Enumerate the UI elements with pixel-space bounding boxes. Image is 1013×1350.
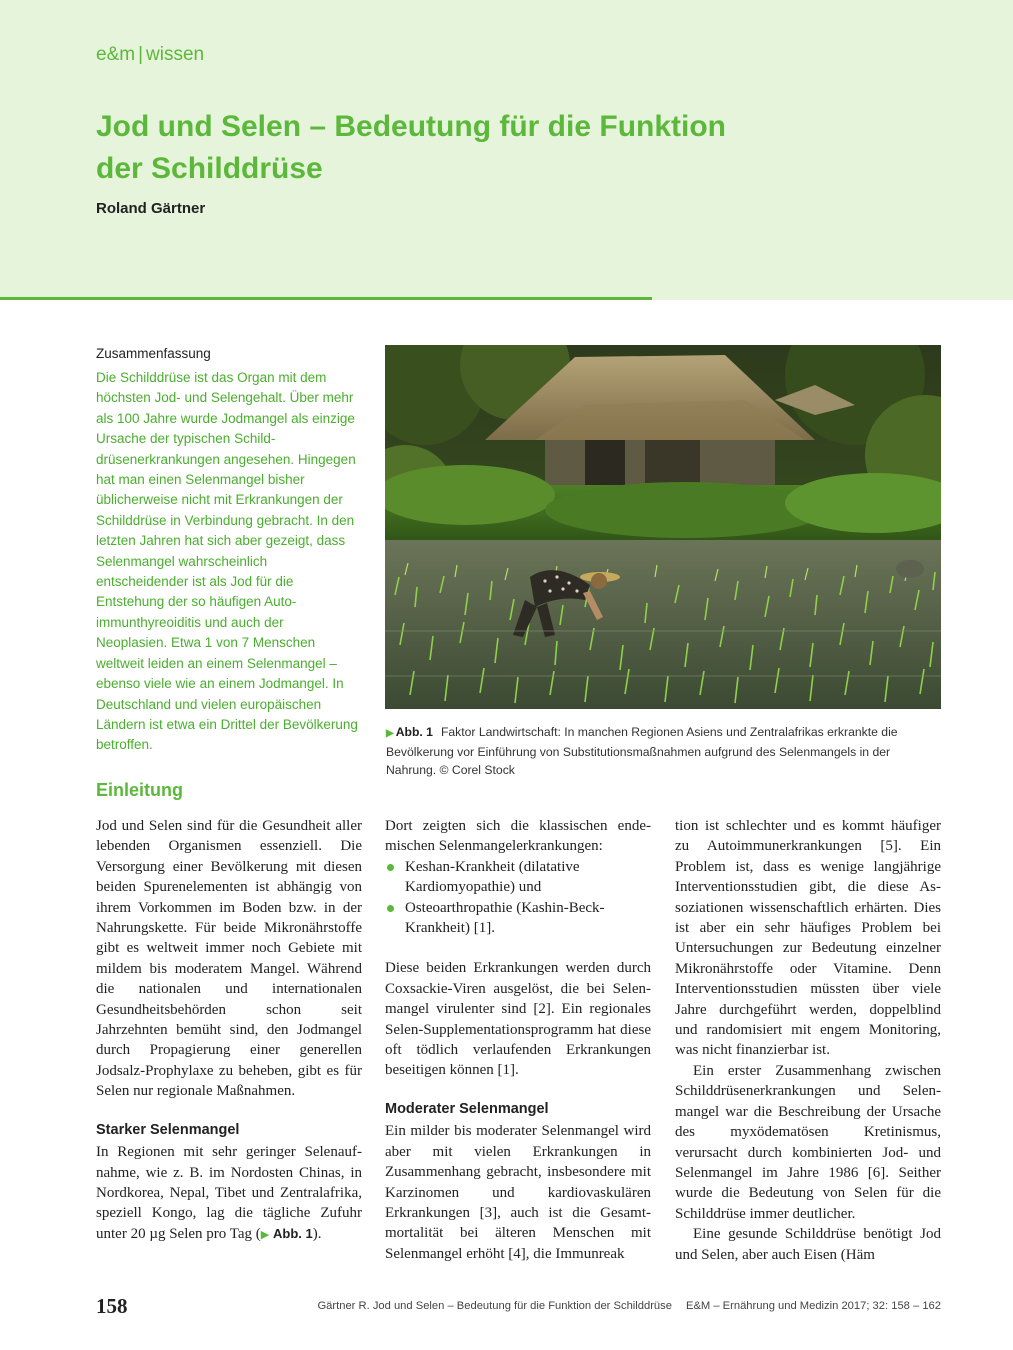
footer-journal: E&M – Ernährung und Medizin 2017; 32: 158 – 162 [685,1300,941,1312]
figure-caption [386,723,942,779]
figure-reference[interactable]: Abb. 1 [273,1225,313,1241]
abstract-heading: Zusammenfassung [96,346,211,361]
figure-label-text: Abb. 1 [395,725,433,739]
journal-tag [96,44,204,66]
column-3-paragraph-2: Ein erster Zusammenhang zwischen Schilddrüsenerkrankungen und Selenmangel war die Beschreibung der Ursache des myxödematösen Kretinismus, verursacht durch kombinierten Jod- und Selenmangel im Jahre 1986 [6]. Seither wurde die Bedeutung von Selen für die Schilddrüse immer deutlicher. [675,1062,941,1222]
intro-paragraph: Jod und Selen sind für die Gesundheit aller lebenden Organismen essenziell. Die Versorgung einer Bevölkerung mit diesen beiden Spurenelementen ist abhängig von ihrem Vorkommen im Boden bzw. in der Nahrungskette. Für beide Mikronährstoffe gibt es weltweit immer noch Gebiete mit mildem bis moderatem Mangel. Während die nationalen und internationalen Gesundheitsbehörden schon seit Jahrzehnten bemüht sind, den Jodmangel durch Propagierung einer generellen Jodsalz-Prophylaxe zu beheben, gibt es für Selen nur regionale Maßnahmen. [96,818,362,1100]
journal-separator: | [138,44,144,65]
abstract-text: Die Schilddrüse ist das Organ mit dem höchsten Jod- und Selengehalt. Über mehr als 100 Jahre wurde Jodmangel als einzige Ursache der typischen Schilddrüsenerkrankungen angesehen. Hingegen hat man einen Selenmangel bisher üblicherweise nicht mit Erkrankungen der Schilddrüse in Verbindung gebracht. In den letzten Jahren hat sich aber gezeigt, dass Selenmangel wahrscheinlich entscheidender ist als Jod für die Entstehung der so häufigen Autoimmunthyreoiditis und auch der Neoplasien. Etwa 1 von 7 Menschen weltweit leiden an einem Selenmangel – ebenso viele wie an einem Jodmangel. In Deutschland und vielen europäischen Ländern ist etwa ein Drittel der Bevölkerung betroffen. [96,370,358,753]
moderater-selenmangel-paragraph: Ein milder bis moderater Selenmangel wird aber mit vielen Erkrankungen in Zusammenhang gebracht, insbesondere mit Karzinomen und kardiovaskulären Erkrankungen [3], auch ist die Gesamtmortalität bei älteren Menschen mit Selenmangel erhöht [4], die Immunreak [385,1123,651,1262]
section-title: Einleitung [96,780,183,800]
column-2-paragraph: Diese beiden Erkrankungen werden durch Coxsackie-Viren ausgelöst, die bei Selenmangel virulenter sind [2]. Ein regionales Selen-Supplementationsprogramm hat diese oft tödlich verlaufenden Erkrankungen beseitigen können [1]. [385,960,651,1079]
triangle-right-icon: ▶ [386,728,394,739]
triangle-right-icon: ▶ [260,1228,270,1241]
figure-photo [385,345,941,709]
list-item-text: Keshan-Krankheit (dilatative Kardiomyopathie) und [405,858,580,896]
disease-list [385,857,651,939]
list-item [385,898,651,939]
subheading-moderater-selenmangel: Moderater Selenmangel [385,1100,549,1117]
title-line-2: der Schilddrüse [96,152,323,185]
list-item-text: Osteoarthropathie (Kashin-Beck-Krankheit) [1]. [405,899,605,937]
journal-brand: e&m [96,44,136,65]
subheading-starker-selenmangel: Starker Selenmangel [96,1121,240,1138]
starker-selenmangel-paragraph [96,1142,362,1245]
footer-citation [317,1300,941,1312]
column-3-paragraph-3: Eine gesunde Schilddrüse benötigt Jod und Selen, aber auch Eisen (Häm [675,1226,941,1263]
text-column-2 [385,816,651,1264]
bullet-icon [387,864,394,871]
author: Roland Gärtner [96,200,206,217]
column-3-paragraph-1: tion ist schlechter und es kommt häufiger zu Autoimmunerkrankungen [5]. Ein Problem ist, dass es wenige langjährige Interventionsstudien gibt, die diese Assoziationen wissenschaftlich erhärten. Dies ist aber ein sehr häufiges Problem bei Untersuchungen zur Bedeutung einzelner Mikronährstoffe oder Vitamine. Denn Interventionsstudien müssten über viele Jahre durchgeführt werden, doppelblind und randomisiert mit engem Monitoring, was nicht finanzierbar ist. [675,818,941,1059]
page-number: 158 [96,1294,128,1318]
text-column-1 [96,816,362,1245]
column-2-intro: Dort zeigten sich die klassischen endemischen Selenmangelerkrankungen: [385,818,651,855]
figure-label [386,725,433,739]
title-line-1: Jod und Selen – Bedeutung für die Funktion [96,110,726,143]
list-item [385,857,651,898]
starker-selenmangel-text: In Regionen mit sehr geringer Selenaufnahme, wie z. B. im Nordosten Chinas, in Nordkorea, Nepal, Tibet und Zentralafrika, speziell Kongo, lag die tägliche Zufuhr unter 20 µg Selen pro Tag ( [96,1144,362,1242]
article-title [96,106,796,190]
text-column-3 [675,816,941,1265]
header-rule [0,297,652,300]
starker-selenmangel-close: ). [312,1225,322,1242]
figure-caption-text: Faktor Landwirtschaft: In manchen Regionen Asiens und Zentralafrikas erkrankte die Bevölkerung vor Einführung von Substitutionsmaßnahmen aufgrund des Selenmangels in der Nahrung. © Corel Stock [386,725,898,777]
journal-section: wissen [146,44,205,65]
bullet-icon [387,905,394,912]
footer-article-citation: Gärtner R. Jod und Selen – Bedeutung für die Funktion der Schilddrüse [317,1300,672,1312]
